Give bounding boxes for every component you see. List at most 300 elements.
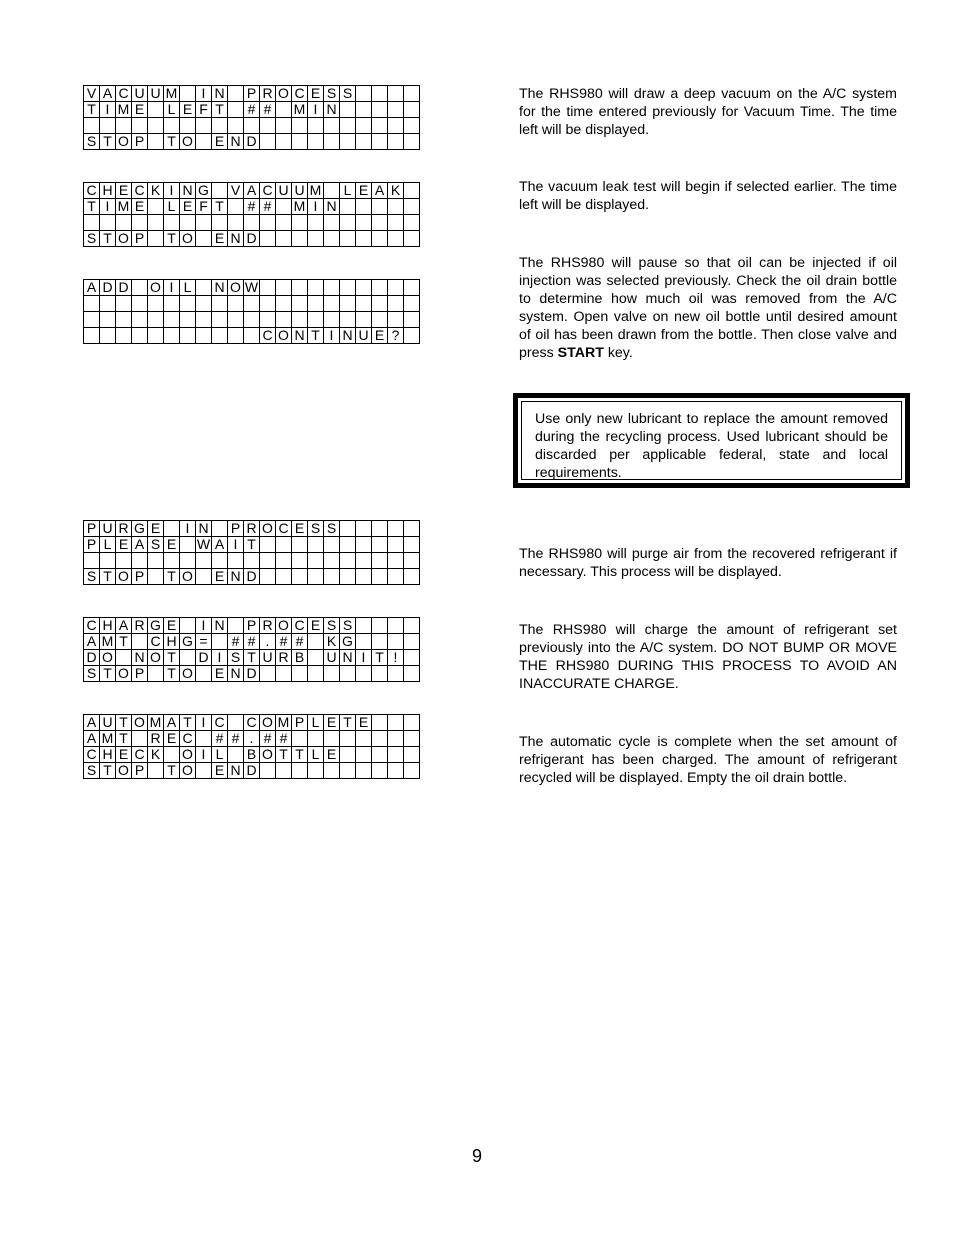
lcd-cell [308, 231, 324, 247]
lcd-cell: # [228, 731, 244, 747]
lcd-cell: S [340, 618, 356, 634]
lcd-cell [260, 215, 276, 231]
lcd-cell [404, 280, 420, 296]
lcd-cell [404, 747, 420, 763]
lcd-cell [372, 569, 388, 585]
lcd-cell [404, 231, 420, 247]
lcd-cell: P [132, 666, 148, 682]
lcd-cell [228, 296, 244, 312]
lcd-cell [388, 231, 404, 247]
lcd-cell: C [84, 618, 100, 634]
lcd-cell [388, 199, 404, 215]
lcd-cell: T [164, 231, 180, 247]
lcd-cell: V [84, 86, 100, 102]
lcd-cell [324, 134, 340, 150]
lcd-cell [388, 102, 404, 118]
lcd-cell [148, 118, 164, 134]
lcd-cell [100, 215, 116, 231]
lcd-cell: G [196, 183, 212, 199]
lcd-cell [340, 569, 356, 585]
lcd-cell: N [212, 618, 228, 634]
lcd-cell: C [212, 715, 228, 731]
lcd-row [84, 634, 420, 650]
lcd-cell [356, 521, 372, 537]
lcd-cell [324, 666, 340, 682]
lcd-cell [356, 569, 372, 585]
lcd-cell [372, 215, 388, 231]
lcd-cell: M [292, 199, 308, 215]
lcd-cell [404, 521, 420, 537]
lcd-cell [404, 312, 420, 328]
lcd-cell [228, 215, 244, 231]
lcd-cell [308, 537, 324, 553]
lcd-cell: K [324, 634, 340, 650]
lcd-cell: R [276, 650, 292, 666]
lcd-row [84, 731, 420, 747]
lcd-cell: D [116, 280, 132, 296]
lcd-cell: I [324, 328, 340, 344]
lcd-cell [404, 86, 420, 102]
lcd-cell [356, 537, 372, 553]
lcd-cell [388, 731, 404, 747]
lcd-cell: L [212, 747, 228, 763]
lcd-cell: T [372, 650, 388, 666]
lcd-cell: S [84, 666, 100, 682]
lcd-cell [180, 650, 196, 666]
lcd-cell: O [116, 231, 132, 247]
lcd-cell [356, 634, 372, 650]
lcd-cell: I [100, 199, 116, 215]
lcd-cell [356, 296, 372, 312]
lcd-cell: U [100, 715, 116, 731]
lcd-cell: P [228, 521, 244, 537]
lcd-cell: C [148, 634, 164, 650]
lcd-cell [388, 215, 404, 231]
lcd-cell [372, 102, 388, 118]
lcd-cell: D [100, 280, 116, 296]
lcd-row [84, 118, 420, 134]
lcd-cell [116, 553, 132, 569]
lcd-cell: N [132, 650, 148, 666]
lcd-cell [244, 118, 260, 134]
lcd-cell: T [116, 634, 132, 650]
lcd-cell [324, 296, 340, 312]
lcd-cell: O [148, 280, 164, 296]
lcd-cell [404, 537, 420, 553]
lcd-cell: C [260, 183, 276, 199]
lcd-cell: T [340, 715, 356, 731]
lcd-cell: N [292, 328, 308, 344]
lcd-cell: M [148, 715, 164, 731]
lcd-cell [356, 312, 372, 328]
lcd-row [84, 199, 420, 215]
lcd-cell [148, 134, 164, 150]
lcd-cell: O [148, 650, 164, 666]
lcd-cell [260, 569, 276, 585]
lcd-cell: G [180, 634, 196, 650]
lcd-cell [356, 666, 372, 682]
lcd-display-vacuum-leak [83, 182, 420, 247]
lcd-cell [148, 215, 164, 231]
lcd-cell: U [132, 86, 148, 102]
lcd-cell [388, 312, 404, 328]
lcd-cell [276, 102, 292, 118]
lcd-cell: U [260, 650, 276, 666]
lcd-cell [260, 763, 276, 779]
lcd-cell [228, 312, 244, 328]
lcd-cell [324, 312, 340, 328]
lcd-cell: P [84, 537, 100, 553]
lcd-cell [196, 280, 212, 296]
lcd-cell [228, 118, 244, 134]
lcd-cell [100, 118, 116, 134]
lcd-cell [404, 569, 420, 585]
lcd-cell: A [212, 537, 228, 553]
lcd-row [84, 231, 420, 247]
lcd-cell: P [132, 569, 148, 585]
lcd-cell: E [180, 102, 196, 118]
lcd-cell [212, 634, 228, 650]
lcd-cell [148, 199, 164, 215]
lcd-cell: N [324, 102, 340, 118]
lcd-cell [148, 553, 164, 569]
lcd-cell [260, 553, 276, 569]
lcd-cell [132, 280, 148, 296]
lcd-cell: N [340, 650, 356, 666]
lcd-cell [388, 537, 404, 553]
lcd-cell [292, 280, 308, 296]
lcd-cell [196, 569, 212, 585]
lcd-cell: E [132, 102, 148, 118]
lcd-cell [132, 312, 148, 328]
lcd-cell: N [212, 280, 228, 296]
lcd-cell [132, 328, 148, 344]
lcd-cell: D [84, 650, 100, 666]
lcd-cell: N [180, 183, 196, 199]
lcd-cell: C [84, 183, 100, 199]
lcd-cell [132, 553, 148, 569]
lcd-cell [324, 553, 340, 569]
lcd-cell: I [196, 618, 212, 634]
lcd-cell: C [180, 731, 196, 747]
lcd-cell: G [132, 521, 148, 537]
lcd-cell: A [244, 183, 260, 199]
lcd-cell: B [244, 747, 260, 763]
lcd-cell [340, 666, 356, 682]
lcd-cell: T [164, 650, 180, 666]
lcd-cell: E [324, 715, 340, 731]
lcd-cell [372, 553, 388, 569]
lcd-cell [164, 312, 180, 328]
lcd-cell [164, 296, 180, 312]
lcd-cell: S [84, 763, 100, 779]
lcd-cell [148, 666, 164, 682]
lcd-cell: L [308, 715, 324, 731]
lcd-cell: K [148, 747, 164, 763]
lcd-cell [388, 715, 404, 731]
lcd-cell [404, 199, 420, 215]
lcd-row [84, 569, 420, 585]
lcd-cell: T [164, 134, 180, 150]
lcd-row [84, 618, 420, 634]
lcd-cell [372, 312, 388, 328]
lcd-cell: S [228, 650, 244, 666]
lcd-cell [180, 618, 196, 634]
lcd-cell: N [228, 569, 244, 585]
lcd-cell [180, 328, 196, 344]
lcd-cell: E [324, 747, 340, 763]
lcd-cell [372, 296, 388, 312]
lcd-cell: A [84, 715, 100, 731]
lcd-display-complete [83, 714, 420, 779]
lcd-cell [164, 521, 180, 537]
lcd-cell: A [164, 715, 180, 731]
lcd-cell: A [100, 86, 116, 102]
lcd-cell: I [308, 199, 324, 215]
lcd-cell [340, 731, 356, 747]
lcd-cell: I [228, 537, 244, 553]
lcd-cell [228, 86, 244, 102]
lcd-cell [196, 763, 212, 779]
lcd-cell: S [340, 86, 356, 102]
lcd-cell: L [340, 183, 356, 199]
lcd-cell [340, 199, 356, 215]
lcd-cell: T [180, 715, 196, 731]
lcd-cell [228, 618, 244, 634]
lcd-cell: E [164, 618, 180, 634]
lcd-cell [308, 215, 324, 231]
lcd-cell: O [180, 763, 196, 779]
lcd-cell: O [180, 569, 196, 585]
lcd-cell: E [116, 183, 132, 199]
lcd-cell [100, 312, 116, 328]
lcd-cell [324, 231, 340, 247]
lcd-cell [404, 118, 420, 134]
lcd-cell: R [260, 86, 276, 102]
lcd-cell [388, 118, 404, 134]
lcd-cell: O [116, 666, 132, 682]
lcd-row [84, 747, 420, 763]
lcd-cell [324, 280, 340, 296]
lcd-cell [372, 666, 388, 682]
lcd-cell: V [228, 183, 244, 199]
lcd-cell [340, 312, 356, 328]
lcd-row [84, 537, 420, 553]
lcd-cell [180, 215, 196, 231]
lcd-cell [116, 215, 132, 231]
lcd-cell [388, 569, 404, 585]
lcd-row [84, 296, 420, 312]
purge-description: The RHS980 will purge air from the recovered refrigerant if necessary. This process will be displayed. [519, 546, 897, 580]
lcd-cell: E [132, 199, 148, 215]
lcd-cell: U [356, 328, 372, 344]
lcd-cell: R [132, 618, 148, 634]
lcd-cell [292, 118, 308, 134]
lcd-cell [388, 134, 404, 150]
lcd-cell: C [292, 618, 308, 634]
lcd-cell: S [148, 537, 164, 553]
lcd-cell: I [180, 521, 196, 537]
lcd-cell [292, 569, 308, 585]
lcd-cell [132, 634, 148, 650]
lcd-cell: T [116, 731, 132, 747]
lcd-cell: # [276, 731, 292, 747]
lcd-cell: S [84, 231, 100, 247]
lcd-row [84, 521, 420, 537]
lcd-cell [180, 537, 196, 553]
lcd-row [84, 215, 420, 231]
lcd-cell: F [196, 199, 212, 215]
lcd-cell [404, 553, 420, 569]
lcd-cell [196, 134, 212, 150]
lcd-cell [356, 199, 372, 215]
lcd-cell: ! [388, 650, 404, 666]
lcd-cell [340, 215, 356, 231]
lcd-cell: T [212, 102, 228, 118]
lcd-cell: N [228, 666, 244, 682]
lcd-cell: = [196, 634, 212, 650]
lcd-cell: C [244, 715, 260, 731]
lcd-row [84, 666, 420, 682]
lcd-cell [244, 296, 260, 312]
lcd-cell [212, 183, 228, 199]
lcd-cell [180, 296, 196, 312]
lcd-cell: T [164, 763, 180, 779]
lcd-cell [388, 296, 404, 312]
lcd-cell [132, 296, 148, 312]
lcd-cell [276, 280, 292, 296]
add-oil-text: The RHS980 will pause so that oil can be injected if oil injection was selected previously. Check the oil drain bottle to determine how much oil was removed from the A/C system. Open valve on new oil bottle until desired amount of oil has been drawn from the bottle. Then close valve and press [519, 255, 897, 361]
lcd-cell [372, 280, 388, 296]
lcd-cell [260, 134, 276, 150]
lcd-cell [372, 747, 388, 763]
lcd-cell: R [148, 731, 164, 747]
lcd-cell: N [324, 199, 340, 215]
lcd-cell: N [196, 521, 212, 537]
lcd-cell [340, 553, 356, 569]
lcd-cell: E [372, 328, 388, 344]
lcd-cell: O [116, 134, 132, 150]
add-oil-text-end: key. [603, 345, 633, 361]
lcd-cell [372, 86, 388, 102]
lcd-cell [404, 715, 420, 731]
lcd-cell: S [324, 86, 340, 102]
lcd-cell: R [116, 521, 132, 537]
lcd-cell: C [132, 183, 148, 199]
lcd-cell [132, 118, 148, 134]
lcd-cell [212, 215, 228, 231]
lcd-cell [372, 537, 388, 553]
lcd-cell: I [164, 183, 180, 199]
lcd-cell: M [292, 102, 308, 118]
lcd-cell: M [308, 183, 324, 199]
lcd-cell [340, 231, 356, 247]
lcd-cell [404, 102, 420, 118]
lcd-cell: I [356, 650, 372, 666]
lcd-cell: I [196, 715, 212, 731]
lcd-cell [276, 312, 292, 328]
lcd-cell: # [212, 731, 228, 747]
lcd-cell: # [228, 634, 244, 650]
lcd-cell: O [100, 650, 116, 666]
lcd-cell [340, 747, 356, 763]
lcd-cell [196, 553, 212, 569]
lcd-cell: U [148, 86, 164, 102]
lcd-cell: T [244, 537, 260, 553]
lcd-cell: # [292, 634, 308, 650]
lcd-cell: A [372, 183, 388, 199]
lcd-cell: R [260, 618, 276, 634]
lcd-cell: T [100, 666, 116, 682]
lcd-cell [308, 553, 324, 569]
lcd-cell: K [388, 183, 404, 199]
lcd-cell: D [244, 231, 260, 247]
lcd-cell [340, 134, 356, 150]
lcd-cell [228, 328, 244, 344]
lcd-cell [276, 569, 292, 585]
lcd-cell: C [116, 86, 132, 102]
lcd-cell [404, 634, 420, 650]
lcd-cell: E [116, 537, 132, 553]
lcd-cell [116, 296, 132, 312]
lcd-cell: I [196, 747, 212, 763]
lcd-cell [100, 328, 116, 344]
lcd-cell: # [276, 634, 292, 650]
lcd-cell [308, 666, 324, 682]
lcd-cell [164, 553, 180, 569]
lcd-cell [324, 569, 340, 585]
lcd-cell: . [244, 731, 260, 747]
lcd-cell [244, 312, 260, 328]
lcd-cell [212, 328, 228, 344]
lcd-cell: S [324, 521, 340, 537]
lcd-cell: E [308, 618, 324, 634]
lcd-cell [372, 731, 388, 747]
lcd-cell [308, 134, 324, 150]
lcd-cell [244, 553, 260, 569]
lcd-cell [212, 312, 228, 328]
lcd-cell: # [260, 731, 276, 747]
lcd-cell: P [244, 618, 260, 634]
lcd-row [84, 715, 420, 731]
lcd-cell: M [276, 715, 292, 731]
lcd-cell [356, 134, 372, 150]
lcd-cell: P [132, 231, 148, 247]
lcd-cell: H [164, 634, 180, 650]
lcd-cell: T [100, 134, 116, 150]
lcd-cell [84, 312, 100, 328]
lcd-cell: T [84, 102, 100, 118]
lcd-cell [308, 569, 324, 585]
lcd-cell [84, 118, 100, 134]
lcd-cell [356, 102, 372, 118]
lcd-cell [356, 553, 372, 569]
lcd-cell [260, 312, 276, 328]
lcd-cell [340, 118, 356, 134]
lcd-cell: T [164, 569, 180, 585]
lcd-cell: O [260, 747, 276, 763]
lcd-cell [84, 215, 100, 231]
lcd-cell [276, 537, 292, 553]
lcd-row [84, 328, 420, 344]
lcd-cell: I [164, 280, 180, 296]
lcd-cell [228, 102, 244, 118]
lcd-cell: W [196, 536, 211, 552]
lcd-cell [164, 328, 180, 344]
lcd-cell [340, 102, 356, 118]
lcd-display-add-oil [83, 279, 420, 344]
lcd-cell [180, 553, 196, 569]
